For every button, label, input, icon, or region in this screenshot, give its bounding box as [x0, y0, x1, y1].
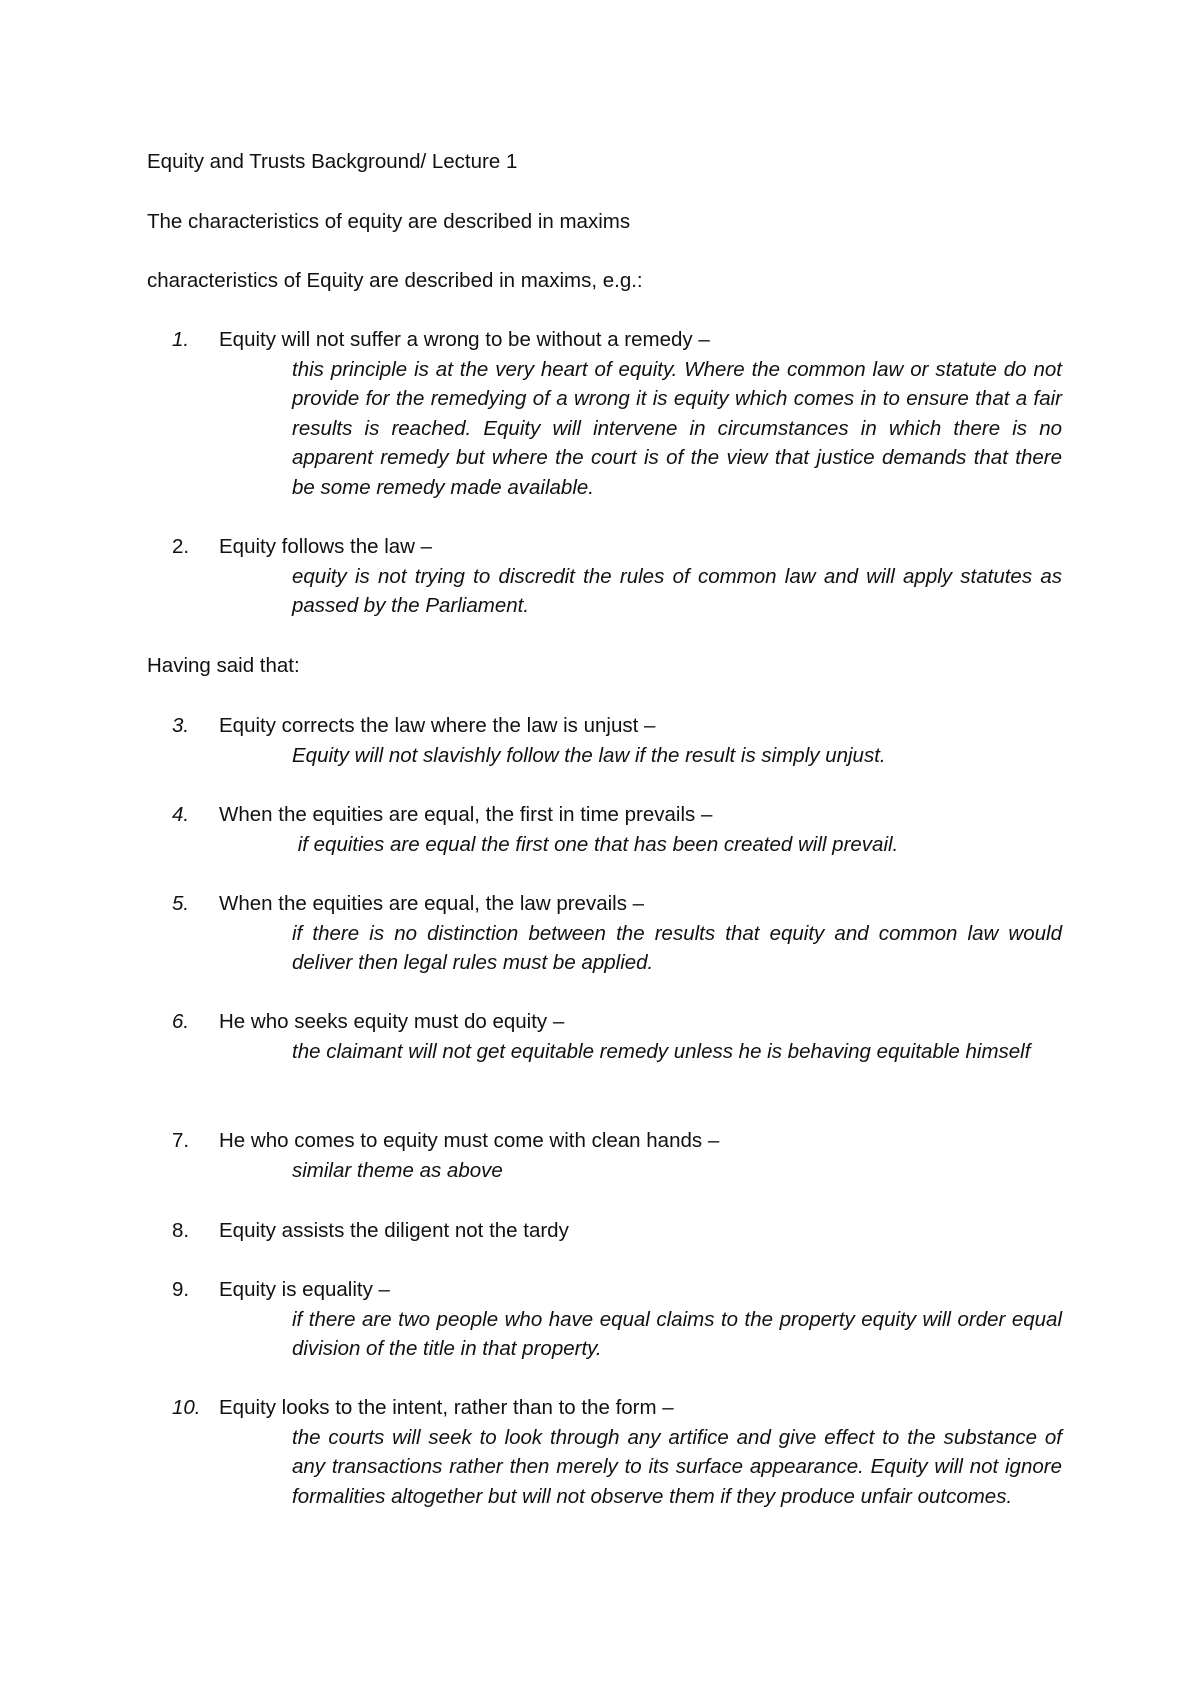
maxim-heading: He who seeks equity must do equity –: [219, 1010, 565, 1033]
maxim-heading: Equity corrects the law where the law is unjust –: [219, 714, 656, 737]
maxim-description: if equities are equal the first one that has been created will prevail.: [292, 832, 899, 856]
maxim-description: if there are two people who have equal claims to the property equity will order equal division of the title in that property.: [292, 1307, 1062, 1360]
intro-line: The characteristics of equity are described in maxims: [147, 210, 631, 233]
maxim-heading: Equity follows the law –: [219, 535, 433, 558]
maxim-description: similar theme as above: [292, 1158, 503, 1182]
maxim-description: the courts will seek to look through any artifice and give effect to the substance of any transactions rather then merely to its surface appearance. Equity will not ignore formalities altogether but will not observe them if they produce unfair outcomes.: [292, 1425, 1062, 1508]
maxim-item-2: [172, 532, 1062, 621]
maxim-description: this principle is at the very heart of equity. Where the common law or statute do not provide for the remedying of a wrong it is equity which comes in to ensure that a fair results is reached. Equity will intervene in circumstances in which there is no apparent remedy but where the court is of the view that justice demands that there be some remedy made available.: [292, 357, 1062, 499]
maxim-item-8: [172, 1216, 1062, 1246]
maxim-number: 5.: [172, 892, 190, 915]
maxim-number: 10.: [172, 1396, 201, 1419]
maxim-heading: Equity assists the diligent not the tardy: [219, 1219, 569, 1242]
having-said-line: Having said that:: [147, 654, 300, 677]
maxim-number: 1.: [172, 328, 190, 351]
maxim-item-3: [172, 711, 1062, 770]
maxim-item-4: [172, 800, 1062, 859]
maxim-description: equity is not trying to discredit the rules of common law and will apply statutes as passed by the Parliament.: [292, 564, 1062, 617]
maxim-number: 8.: [172, 1219, 190, 1242]
maxim-number: 6.: [172, 1010, 190, 1033]
maxim-number: 3.: [172, 714, 190, 737]
maxim-heading: Equity is equality –: [219, 1278, 390, 1301]
maxim-number: 2.: [172, 535, 190, 558]
maxim-number: 9.: [172, 1278, 190, 1301]
document-title: Equity and Trusts Background/ Lecture 1: [147, 150, 518, 173]
maxim-heading: When the equities are equal, the law prevails –: [219, 892, 645, 915]
maxim-heading: Equity looks to the intent, rather than to the form –: [219, 1396, 674, 1419]
maxim-number: 4.: [172, 803, 190, 826]
maxim-description: Equity will not slavishly follow the law if the result is simply unjust.: [292, 743, 886, 767]
maxim-item-9: [172, 1275, 1062, 1364]
maxim-item-7: [172, 1126, 1062, 1185]
maxim-item-10: [172, 1393, 1062, 1511]
maxim-number: 7.: [172, 1129, 190, 1152]
maxim-description: the claimant will not get equitable remedy unless he is behaving equitable himself: [292, 1039, 1031, 1063]
maxim-heading: He who comes to equity must come with clean hands –: [219, 1129, 720, 1152]
maxim-heading: When the equities are equal, the first in time prevails –: [219, 803, 713, 826]
maxim-description: if there is no distinction between the results that equity and common law would deliver then legal rules must be applied.: [292, 921, 1062, 974]
maxim-item-1: [172, 325, 1062, 502]
intro-line-eg: characteristics of Equity are described in maxims, e.g.:: [147, 269, 643, 292]
maxim-item-5: [172, 889, 1062, 978]
maxim-heading: Equity will not suffer a wrong to be without a remedy –: [219, 328, 710, 351]
maxim-item-6: [172, 1007, 1062, 1066]
